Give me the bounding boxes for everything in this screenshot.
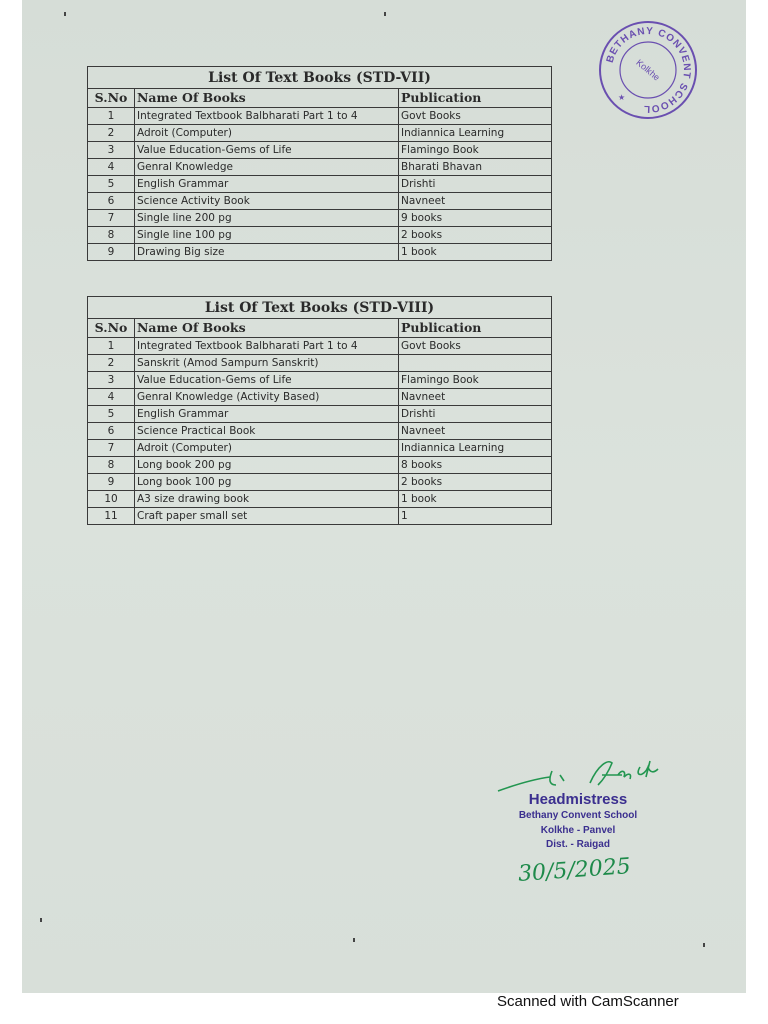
table-row [88, 142, 552, 159]
speck [703, 943, 705, 947]
cell-publication: Indiannica Learning [399, 125, 552, 142]
cell-sno: 4 [88, 389, 135, 406]
cell-sno: 4 [88, 159, 135, 176]
table-header-row [88, 319, 552, 338]
speck [353, 938, 355, 942]
speck [384, 12, 386, 16]
speck [64, 12, 66, 16]
cell-sno: 3 [88, 142, 135, 159]
header-publication: Publication [399, 89, 552, 108]
cell-sno: 3 [88, 372, 135, 389]
table-row [88, 423, 552, 440]
cell-sno: 1 [88, 108, 135, 125]
table-row [88, 176, 552, 193]
cell-book-name: Long book 200 pg [135, 457, 399, 474]
table-row [88, 440, 552, 457]
cell-publication: Drishti [399, 176, 552, 193]
table-row [88, 457, 552, 474]
table-title: List Of Text Books (STD-VII) [88, 67, 552, 89]
cell-book-name: Science Practical Book [135, 423, 399, 440]
cell-book-name: Integrated Textbook Balbharati Part 1 to 4 [135, 108, 399, 125]
signatory-district: Dist. - Raigad [546, 839, 610, 850]
table-row [88, 108, 552, 125]
cell-publication: Govt Books [399, 108, 552, 125]
stamp-ring-text: BETHANY CONVENT SCHOOL [604, 25, 693, 115]
table-row [88, 227, 552, 244]
speck [40, 918, 42, 922]
table-row [88, 338, 552, 355]
cell-publication: 1 book [399, 244, 552, 261]
cell-sno: 8 [88, 457, 135, 474]
cell-publication: Flamingo Book [399, 372, 552, 389]
cell-book-name: A3 size drawing book [135, 491, 399, 508]
cell-book-name: Single line 100 pg [135, 227, 399, 244]
cell-publication: 9 books [399, 210, 552, 227]
cell-publication: 1 book [399, 491, 552, 508]
cell-book-name: Integrated Textbook Balbharati Part 1 to 4 [135, 338, 399, 355]
cell-sno: 9 [88, 474, 135, 491]
cell-publication: 2 books [399, 474, 552, 491]
cell-book-name: Drawing Big size [135, 244, 399, 261]
cell-sno: 6 [88, 193, 135, 210]
cell-book-name: Adroit (Computer) [135, 440, 399, 457]
school-stamp [596, 18, 700, 122]
cell-sno: 2 [88, 125, 135, 142]
cell-sno: 9 [88, 244, 135, 261]
cell-book-name: Genral Knowledge [135, 159, 399, 176]
header-name: Name Of Books [135, 89, 399, 108]
table-row [88, 159, 552, 176]
table-row [88, 474, 552, 491]
table-row [88, 125, 552, 142]
table-row [88, 355, 552, 372]
cell-publication [399, 355, 552, 372]
table-row [88, 491, 552, 508]
cell-publication: 8 books [399, 457, 552, 474]
cell-book-name: Sanskrit (Amod Sampurn Sanskrit) [135, 355, 399, 372]
cell-publication: Navneet [399, 423, 552, 440]
star-icon: ★ [618, 93, 626, 102]
table-title-row [88, 297, 552, 319]
cell-sno: 2 [88, 355, 135, 372]
cell-sno: 7 [88, 440, 135, 457]
std-vii-book-table [87, 66, 552, 261]
cell-book-name: Value Education-Gems of Life [135, 372, 399, 389]
table-title-row [88, 67, 552, 89]
cell-publication: Navneet [399, 193, 552, 210]
stamp-center-text: Kolkhe [634, 57, 662, 83]
header-name: Name Of Books [135, 319, 399, 338]
cell-book-name: Long book 100 pg [135, 474, 399, 491]
cell-sno: 11 [88, 508, 135, 525]
signatory-title: Headmistress [528, 791, 628, 808]
cell-sno: 6 [88, 423, 135, 440]
cell-publication: Govt Books [399, 338, 552, 355]
table-row [88, 389, 552, 406]
cell-publication: Indiannica Learning [399, 440, 552, 457]
signatory-school: Bethany Convent School [518, 810, 638, 821]
cell-publication: Drishti [399, 406, 552, 423]
handwritten-date: 30/5/2025 [517, 854, 632, 887]
cell-book-name: Craft paper small set [135, 508, 399, 525]
table-title: List Of Text Books (STD-VIII) [88, 297, 552, 319]
cell-book-name: English Grammar [135, 406, 399, 423]
cell-sno: 1 [88, 338, 135, 355]
header-sno: S.No [88, 319, 135, 338]
cell-publication: Navneet [399, 389, 552, 406]
table-row [88, 406, 552, 423]
cell-book-name: Value Education-Gems of Life [135, 142, 399, 159]
std-viii-book-table [87, 296, 552, 525]
cell-book-name: English Grammar [135, 176, 399, 193]
table-row [88, 193, 552, 210]
cell-sno: 10 [88, 491, 135, 508]
cell-publication: Bharati Bhavan [399, 159, 552, 176]
cell-sno: 5 [88, 406, 135, 423]
cell-sno: 7 [88, 210, 135, 227]
cell-book-name: Science Activity Book [135, 193, 399, 210]
cell-book-name: Single line 200 pg [135, 210, 399, 227]
cell-sno: 8 [88, 227, 135, 244]
cell-sno: 5 [88, 176, 135, 193]
cell-book-name: Genral Knowledge (Activity Based) [135, 389, 399, 406]
cell-publication: 1 [399, 508, 552, 525]
cell-publication: 2 books [399, 227, 552, 244]
table-header-row [88, 89, 552, 108]
header-sno: S.No [88, 89, 135, 108]
table-row [88, 372, 552, 389]
signatory-place: Kolkhe - Panvel [540, 825, 616, 836]
table-row [88, 210, 552, 227]
header-publication: Publication [399, 319, 552, 338]
cell-book-name: Adroit (Computer) [135, 125, 399, 142]
cell-publication: Flamingo Book [399, 142, 552, 159]
camscanner-footer: Scanned with CamScanner [497, 993, 679, 1010]
table-row [88, 244, 552, 261]
table-row [88, 508, 552, 525]
